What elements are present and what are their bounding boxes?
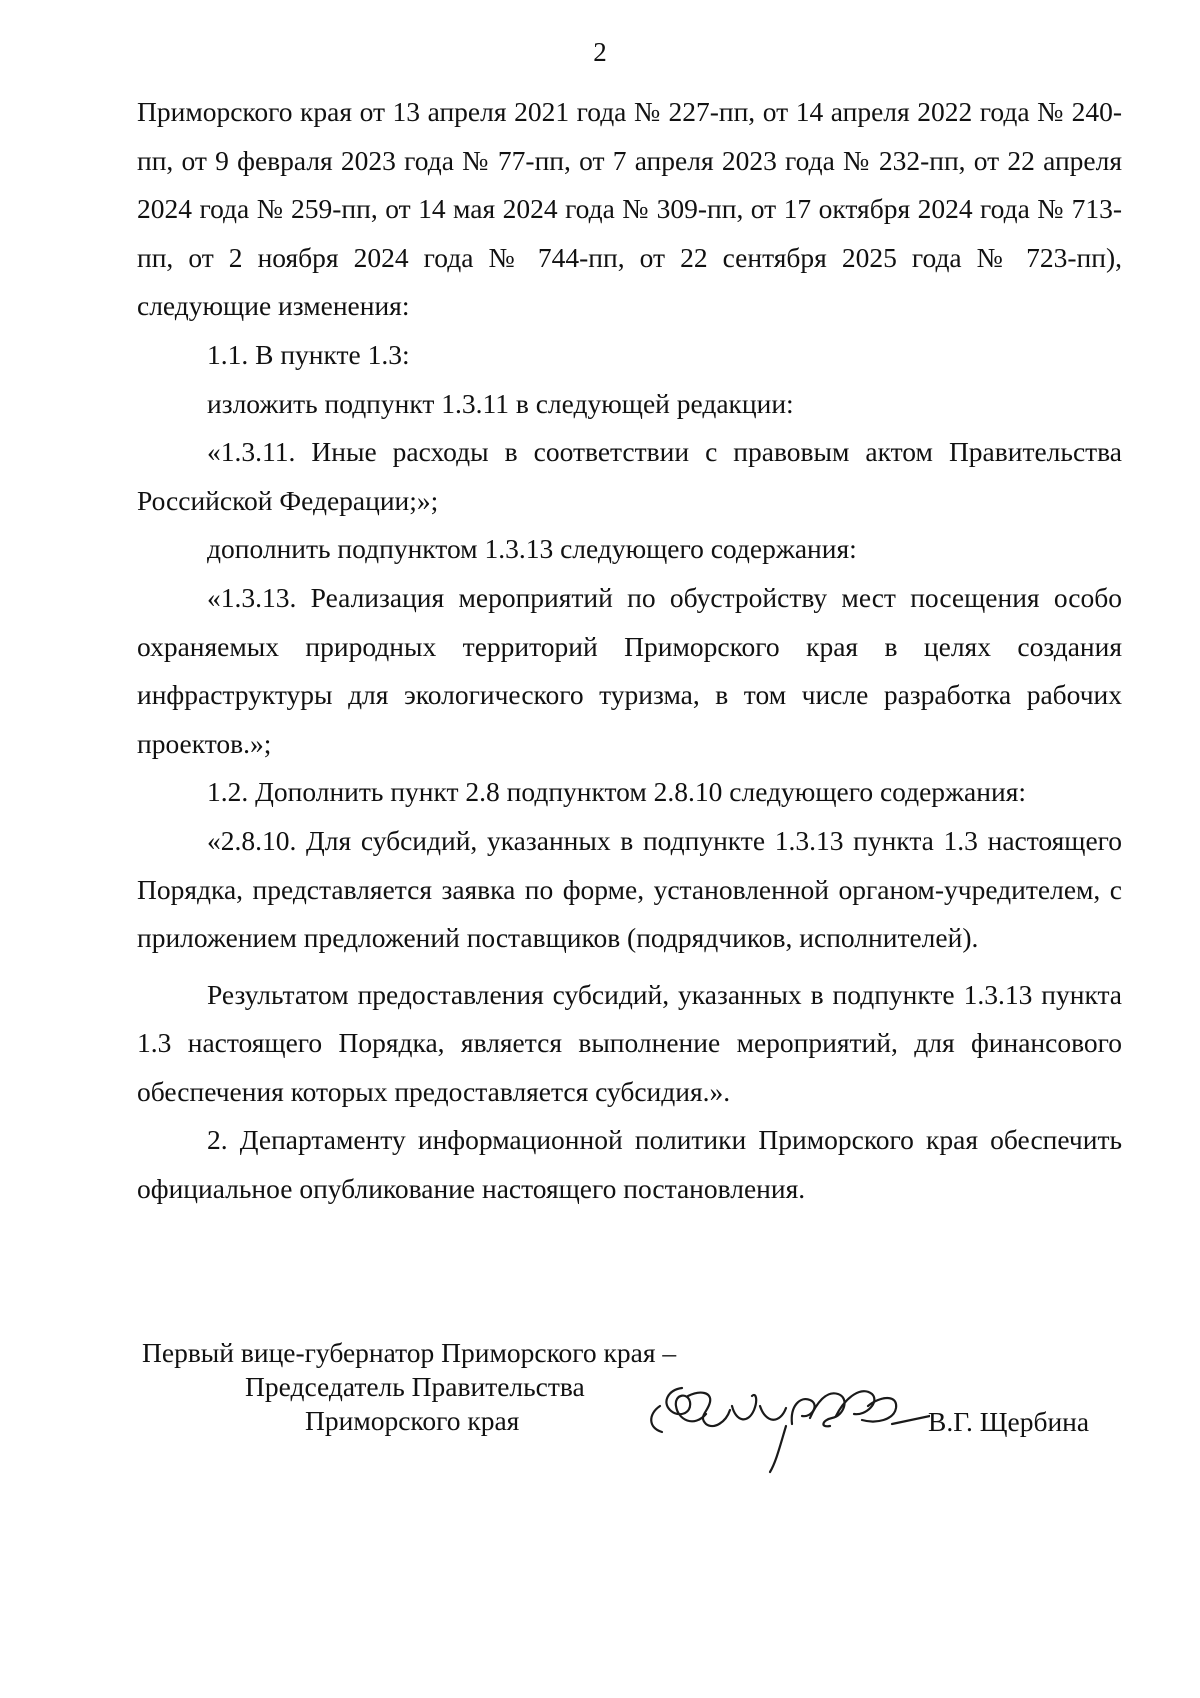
signatory-title-line-1: Первый вице-губернатор Приморского края – [142,1337,677,1368]
paragraph-text-1-3-11: «1.3.11. Иные расходы в соответствии с правовым актом Правительства Российской Федерации;»; [137,436,1122,516]
signatory-name: В.Г. Щербина [928,1406,1090,1437]
handwritten-signature [640,1366,930,1486]
paragraph-revise-1-3-11: изложить подпункт 1.3.11 в следующей редакции: [207,387,794,419]
paragraph-subsidy-result: Результатом предоставления субсидий, указанных в подпункте 1.3.13 пункта 1.3 настоящего Порядка, является выполнение мероприятий, для финансового обеспечения которых предоставляется субсидия.». [137,978,1122,1107]
paragraph-amended-acts: Приморского края от 13 апреля 2021 года № 227-пп, от 14 апреля 2022 года № 240-пп, от 9 февраля 2023 года № 77-пп, от 7 апреля 2023 года № 232-пп, от 22 апреля 2024 года № 259-пп, от 14 мая 2024 года № 309-пп, от 17 октября 2024 года № 713-пп, от 2 ноября 2024 года № 744-пп, от 22 сентября 2025 года № 723-пп), следующие изменения: [137,96,1122,322]
document-body [137,88,1122,1214]
paragraph-item-1-2: 1.2. Дополнить пункт 2.8 подпунктом 2.8.10 следующего содержания: [207,776,1026,808]
paragraph-item-1-1: 1.1. В пункте 1.3: [207,338,410,370]
paragraph-add-1-3-13: дополнить подпунктом 1.3.13 следующего содержания: [207,533,857,565]
signatory-title [142,1336,722,1438]
paragraph-text-2-8-10: «2.8.10. Для субсидий, указанных в подпункте 1.3.13 пункта 1.3 настоящего Порядка, представляется заявка по форме, установленной органом-учредителем, с приложением предложений поставщиков (подрядчиков, исполнителей). [137,824,1122,954]
signatory-title-line-2: Председатель Правительства [245,1371,585,1402]
signatory-title-line-3: Приморского края [305,1405,520,1436]
page-number: 2 [593,37,607,67]
paragraph-item-2-publication: 2. Департаменту информационной политики Приморского края обеспечить официальное опубликование настоящего постановления. [137,1124,1122,1205]
paragraph-text-1-3-13: «1.3.13. Реализация мероприятий по обустройству мест посещения особо охраняемых природных территорий Приморского края в целях создания инфраструктуры для экологического туризма, в том числе разработка рабочих проектов.»; [137,581,1122,759]
